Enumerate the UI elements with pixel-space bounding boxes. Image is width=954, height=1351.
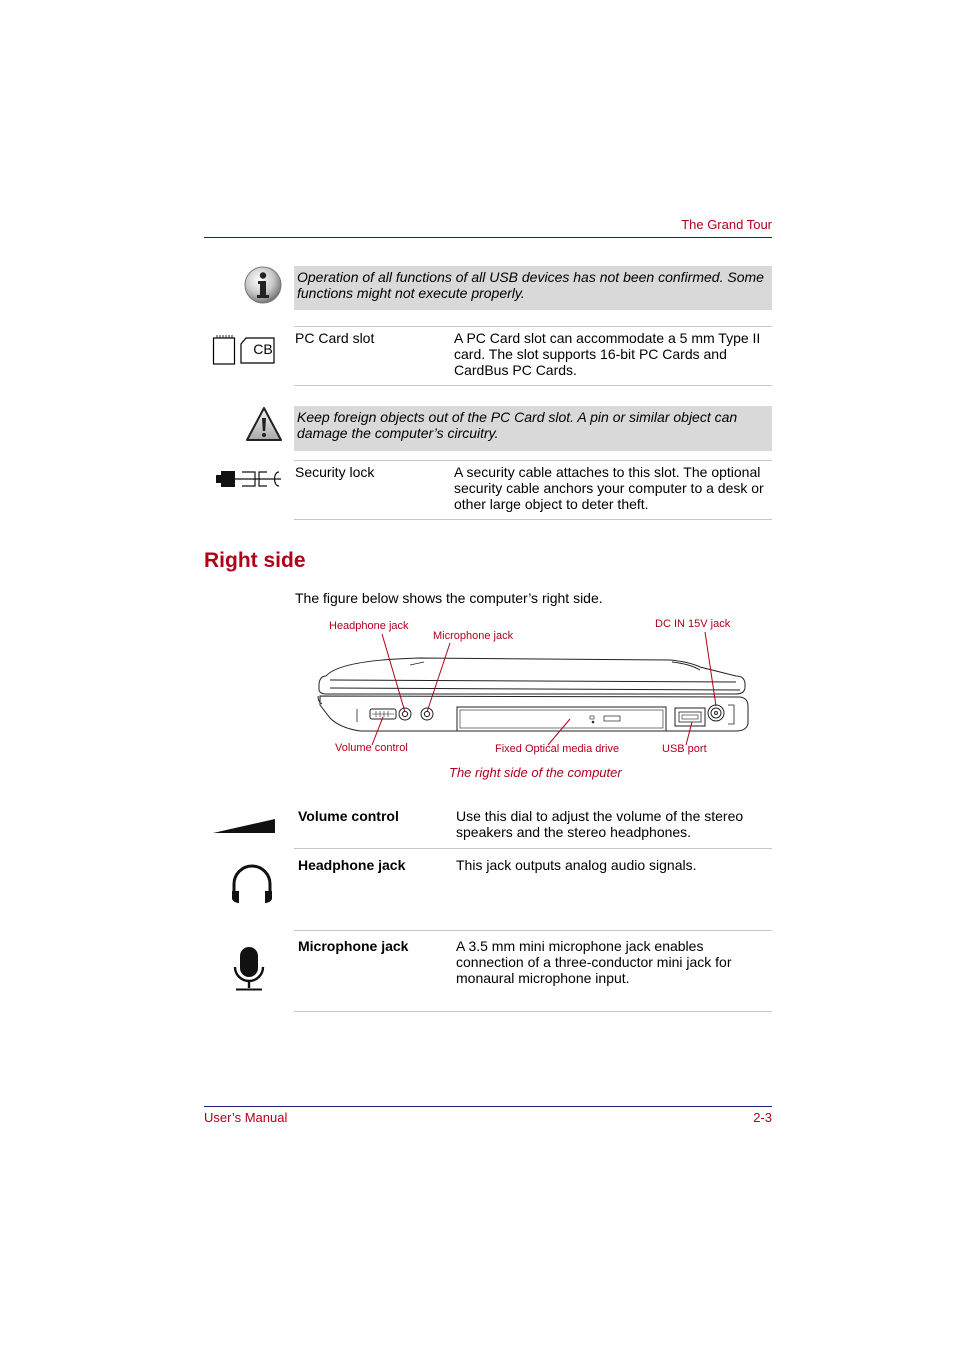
term-pc-card-slot: PC Card slot [295, 330, 375, 346]
pc-card-icon-label: CB [253, 341, 273, 357]
running-header: The Grand Tour [681, 217, 772, 232]
label-volume-control: Volume control [335, 742, 408, 754]
footer-rule [204, 1106, 772, 1107]
row-divider [294, 1011, 772, 1012]
desc-microphone-jack: A 3.5 mm mini microphone jack enables connection of a three-conductor mini jack for monaural microphone input. [456, 938, 732, 986]
label-dc-in: DC IN 15V jack [655, 618, 731, 630]
label-optical-drive: Fixed Optical media drive [495, 743, 620, 755]
desc-headphone-jack: This jack outputs analog audio signals. [456, 857, 697, 873]
label-microphone-jack: Microphone jack [433, 630, 514, 642]
microphone-icon [231, 946, 267, 992]
term-headphone-jack: Headphone jack [298, 857, 406, 873]
headphone-icon [230, 864, 274, 906]
label-usb-port: USB port [662, 743, 707, 755]
term-volume-control: Volume control [298, 808, 399, 824]
section-intro: The figure below shows the computer’s right side. [295, 590, 603, 606]
term-security-lock: Security lock [295, 464, 375, 480]
row-divider [294, 848, 772, 849]
page-number: 2-3 [753, 1110, 772, 1125]
label-headphone-jack: Headphone jack [329, 620, 409, 632]
figure-caption: The right side of the computer [449, 765, 622, 780]
usb-note: Operation of all functions of all USB devices has not been confirmed. Some functions might not execute properly. [294, 266, 772, 310]
term-microphone-jack: Microphone jack [298, 938, 409, 954]
section-title: Right side [204, 549, 306, 572]
footer-manual-title: User’s Manual [204, 1110, 288, 1125]
pc-card-warning: Keep foreign objects out of the PC Card slot. A pin or similar object can damage the computer’s circuitry. [294, 406, 772, 451]
desc-volume-control: Use this dial to adjust the volume of the stereo speakers and the stereo headphones. [456, 808, 744, 840]
desc-pc-card-slot: A PC Card slot can accommodate a 5 mm Type II card. The slot supports 16-bit PC Cards and CardBus PC Cards. [454, 330, 761, 378]
row-divider [294, 930, 772, 931]
volume-control-icon [212, 817, 276, 835]
desc-security-lock: A security cable attaches to this slot. The optional security cable anchors your computer to a desk or other large object to deter theft. [454, 464, 764, 512]
